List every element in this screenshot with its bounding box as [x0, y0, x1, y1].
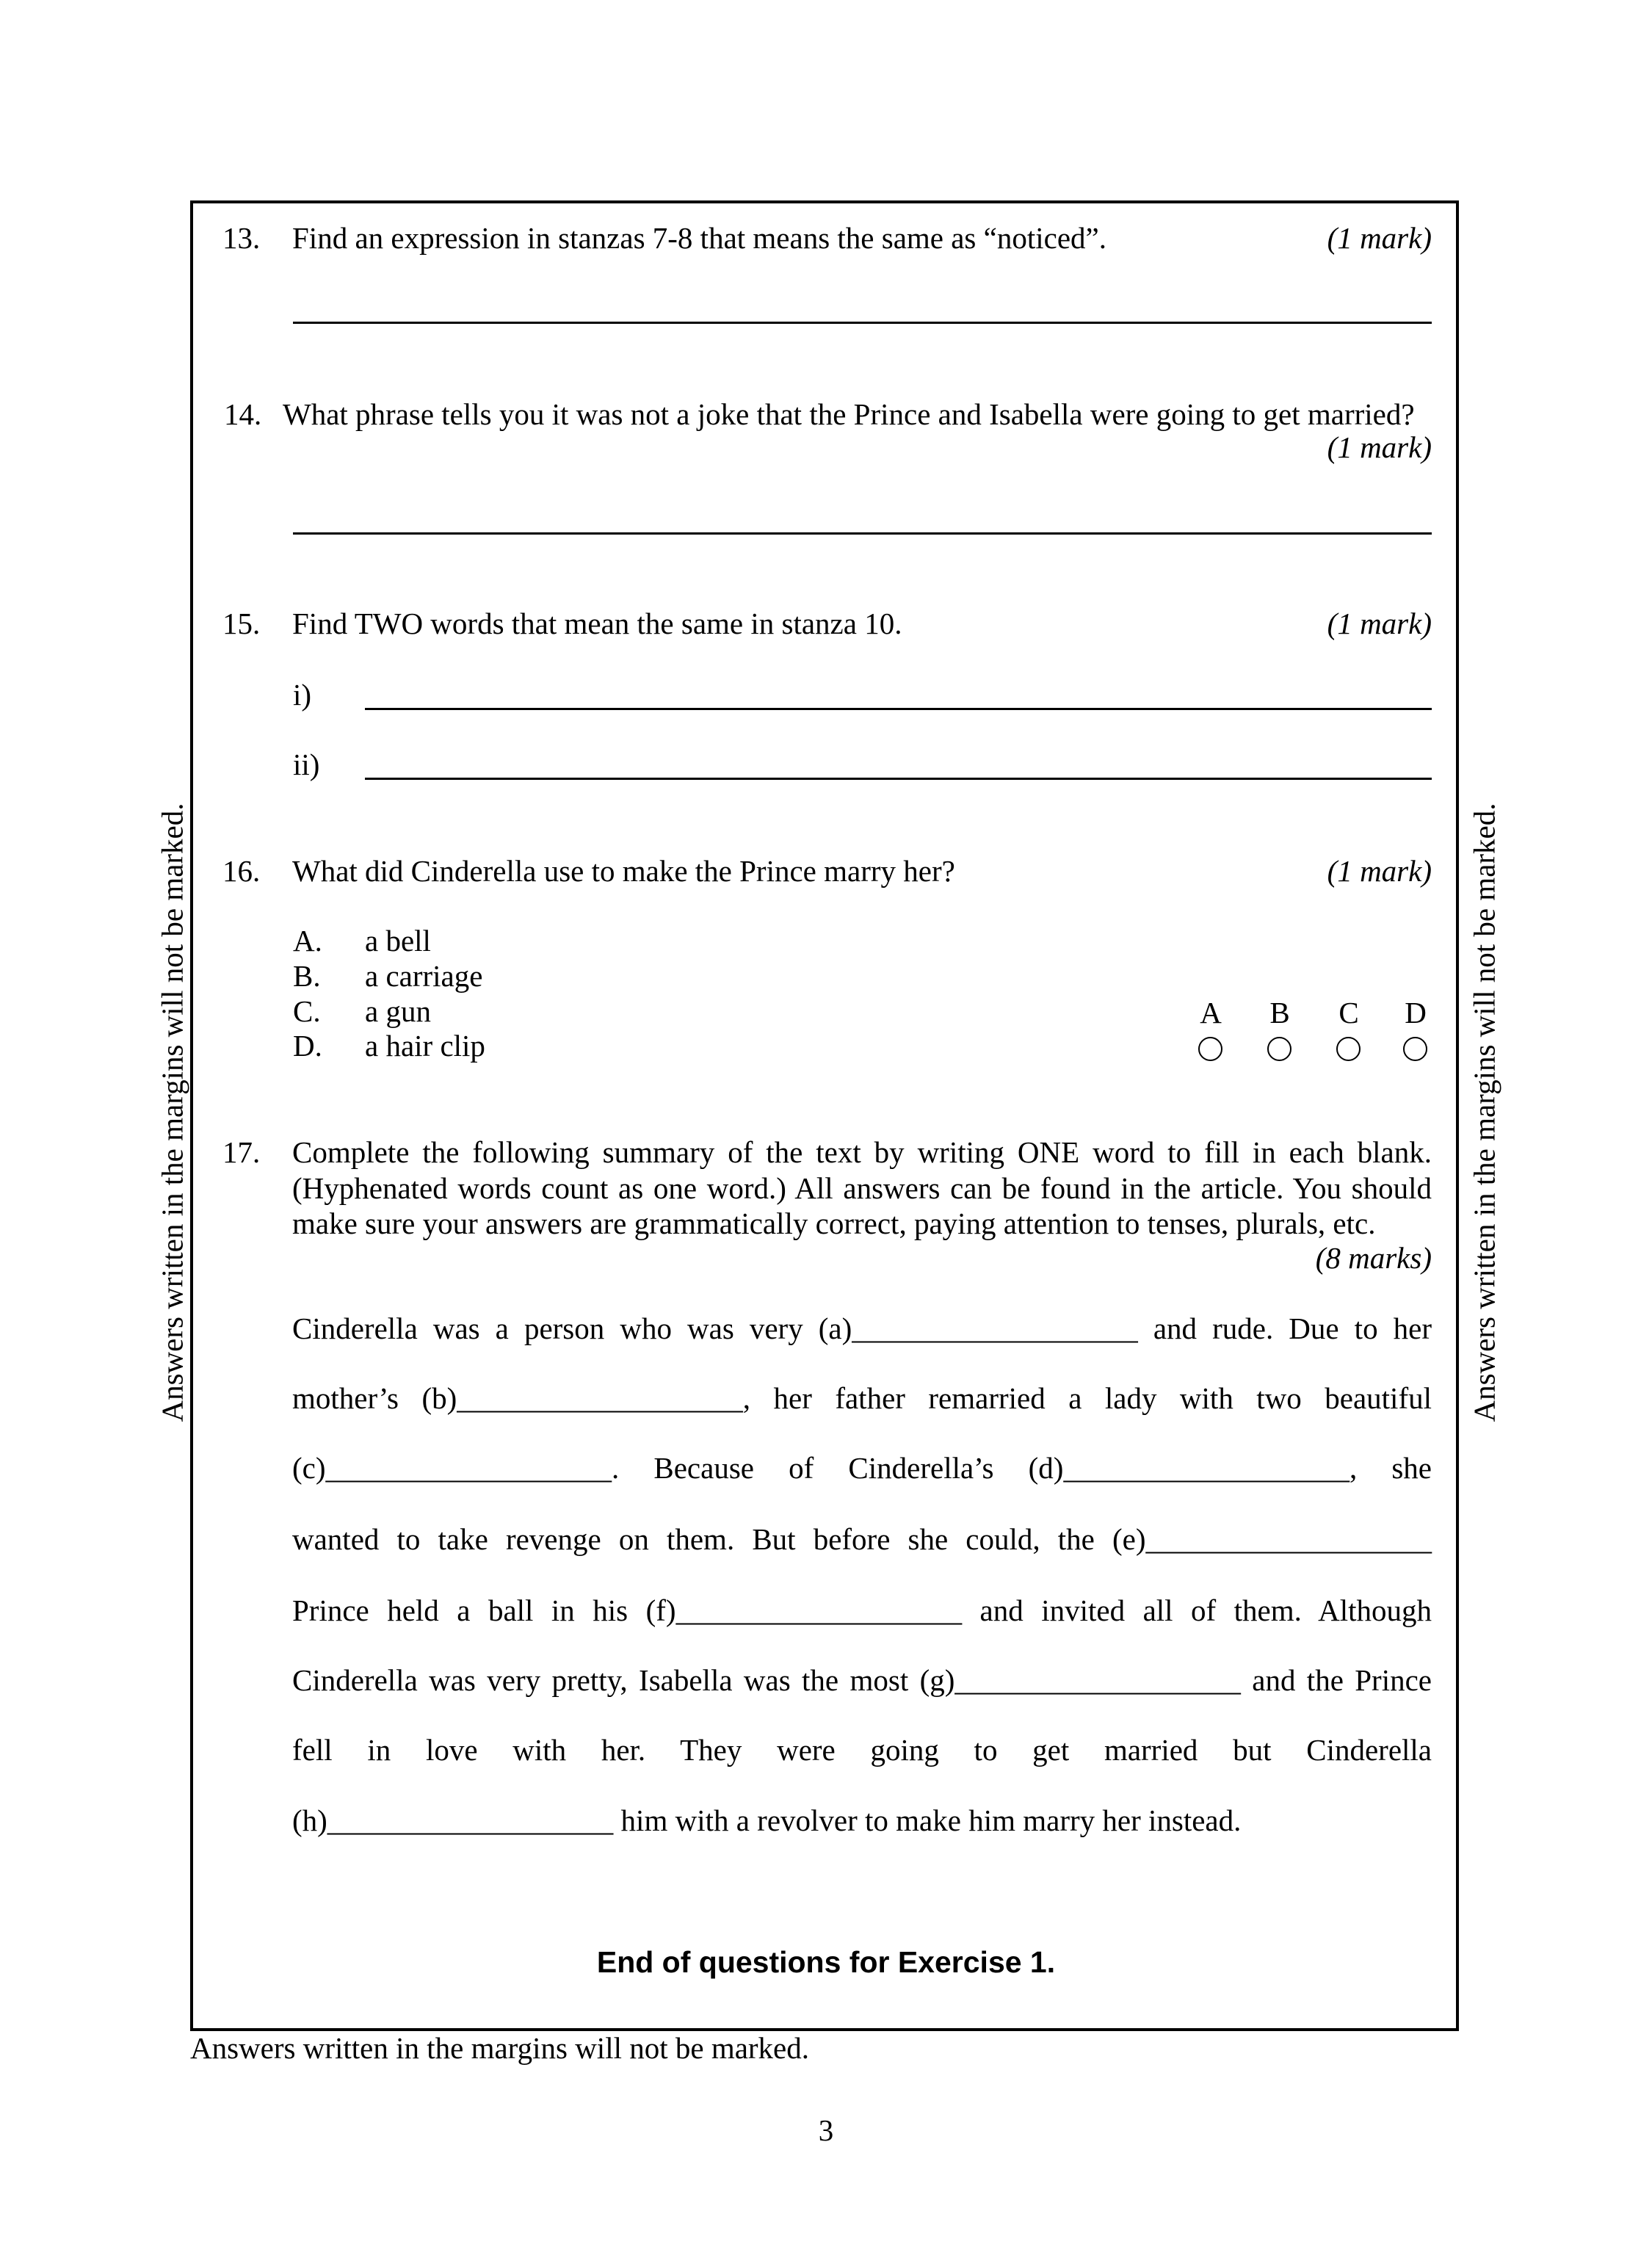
option-text-d: a hair clip — [365, 1029, 485, 1063]
question-number: 14. — [224, 397, 262, 431]
answer-bubble-c[interactable] — [1336, 1037, 1361, 1061]
marks-label: (1 mark) — [1327, 607, 1432, 640]
option-text-b: a carriage — [365, 959, 483, 993]
answer-label-i: i) — [293, 678, 312, 712]
page-number: 3 — [818, 2113, 834, 2147]
option-letter-a: A. — [293, 924, 322, 958]
question-number: 13. — [222, 221, 261, 255]
summary-line: fell in love with her. They were going to get married but Cinderella — [292, 1733, 1432, 1767]
question-text: What phrase tells you it was not a joke that the Prince and Isabella were going to get married? — [283, 397, 1415, 431]
answer-bubble-a[interactable] — [1198, 1037, 1222, 1061]
summary-line[interactable]: Cinderella was very pretty, Isabella was the most (g)___________________ and the Prince — [292, 1663, 1432, 1697]
summary-line[interactable]: mother’s (b)___________________, her father remarried a lady with two beautiful — [292, 1381, 1432, 1415]
answer-line-i[interactable] — [365, 708, 1432, 710]
instruction-line: make sure your answers are grammatically correct, paying attention to tenses, plurals, etc. — [292, 1206, 1376, 1240]
question-number: 15. — [222, 607, 261, 640]
summary-line[interactable]: wanted to take revenge on them. But before she could, the (e)___________________ — [292, 1522, 1432, 1556]
question-text: Find an expression in stanzas 7-8 that means the same as “noticed”. — [292, 221, 1106, 255]
answer-label-ii: ii) — [293, 748, 320, 781]
answer-bubble-b[interactable] — [1267, 1037, 1291, 1061]
answer-line[interactable] — [293, 322, 1432, 324]
question-text: Find TWO words that mean the same in stanza 10. — [292, 607, 902, 640]
answer-bubble-d[interactable] — [1403, 1037, 1427, 1061]
marks-label: (1 mark) — [1327, 854, 1432, 888]
right-margin-notice: Answers written in the margins will not be marked. — [1467, 803, 1501, 1422]
summary-line[interactable]: (h)___________________ him with a revolver to make him marry her instead. — [292, 1803, 1242, 1837]
option-letter-b: B. — [293, 959, 321, 993]
end-of-exercise-note: End of questions for Exercise 1. — [596, 1945, 1056, 1979]
option-text-c: a gun — [365, 994, 431, 1028]
footer-margin-notice: Answers written in the margins will not be marked. — [190, 2031, 810, 2065]
bubble-label-d: D — [1405, 996, 1427, 1030]
option-letter-c: C. — [293, 994, 321, 1028]
option-text-a: a bell — [365, 924, 431, 958]
left-margin-notice: Answers written in the margins will not be marked. — [155, 803, 189, 1422]
marks-label: (1 mark) — [1327, 221, 1432, 255]
marks-label: (1 mark) — [1327, 430, 1432, 464]
instruction-line: (Hyphenated words count as one word.) All answers can be found in the article. You should — [292, 1171, 1432, 1205]
question-number: 16. — [222, 854, 261, 888]
option-letter-d: D. — [293, 1029, 322, 1063]
bubble-label-b: B — [1269, 996, 1290, 1030]
question-number: 17. — [222, 1135, 261, 1169]
answer-line[interactable] — [293, 532, 1432, 535]
marks-label: (8 marks) — [1315, 1241, 1432, 1275]
bubble-label-a: A — [1200, 996, 1222, 1030]
bubble-label-c: C — [1338, 996, 1359, 1030]
instruction-line: Complete the following summary of the text by writing ONE word to fill in each blank. — [292, 1135, 1432, 1169]
summary-line[interactable]: Cinderella was a person who was very (a)___________________ and rude. Due to her — [292, 1311, 1432, 1345]
question-text: What did Cinderella use to make the Prince marry her? — [292, 854, 955, 888]
answer-line-ii[interactable] — [365, 778, 1432, 780]
summary-line[interactable]: (c)___________________. Because of Cinderella’s (d)___________________, she — [292, 1451, 1432, 1485]
summary-line[interactable]: Prince held a ball in his (f)___________________ and invited all of them. Although — [292, 1593, 1432, 1627]
